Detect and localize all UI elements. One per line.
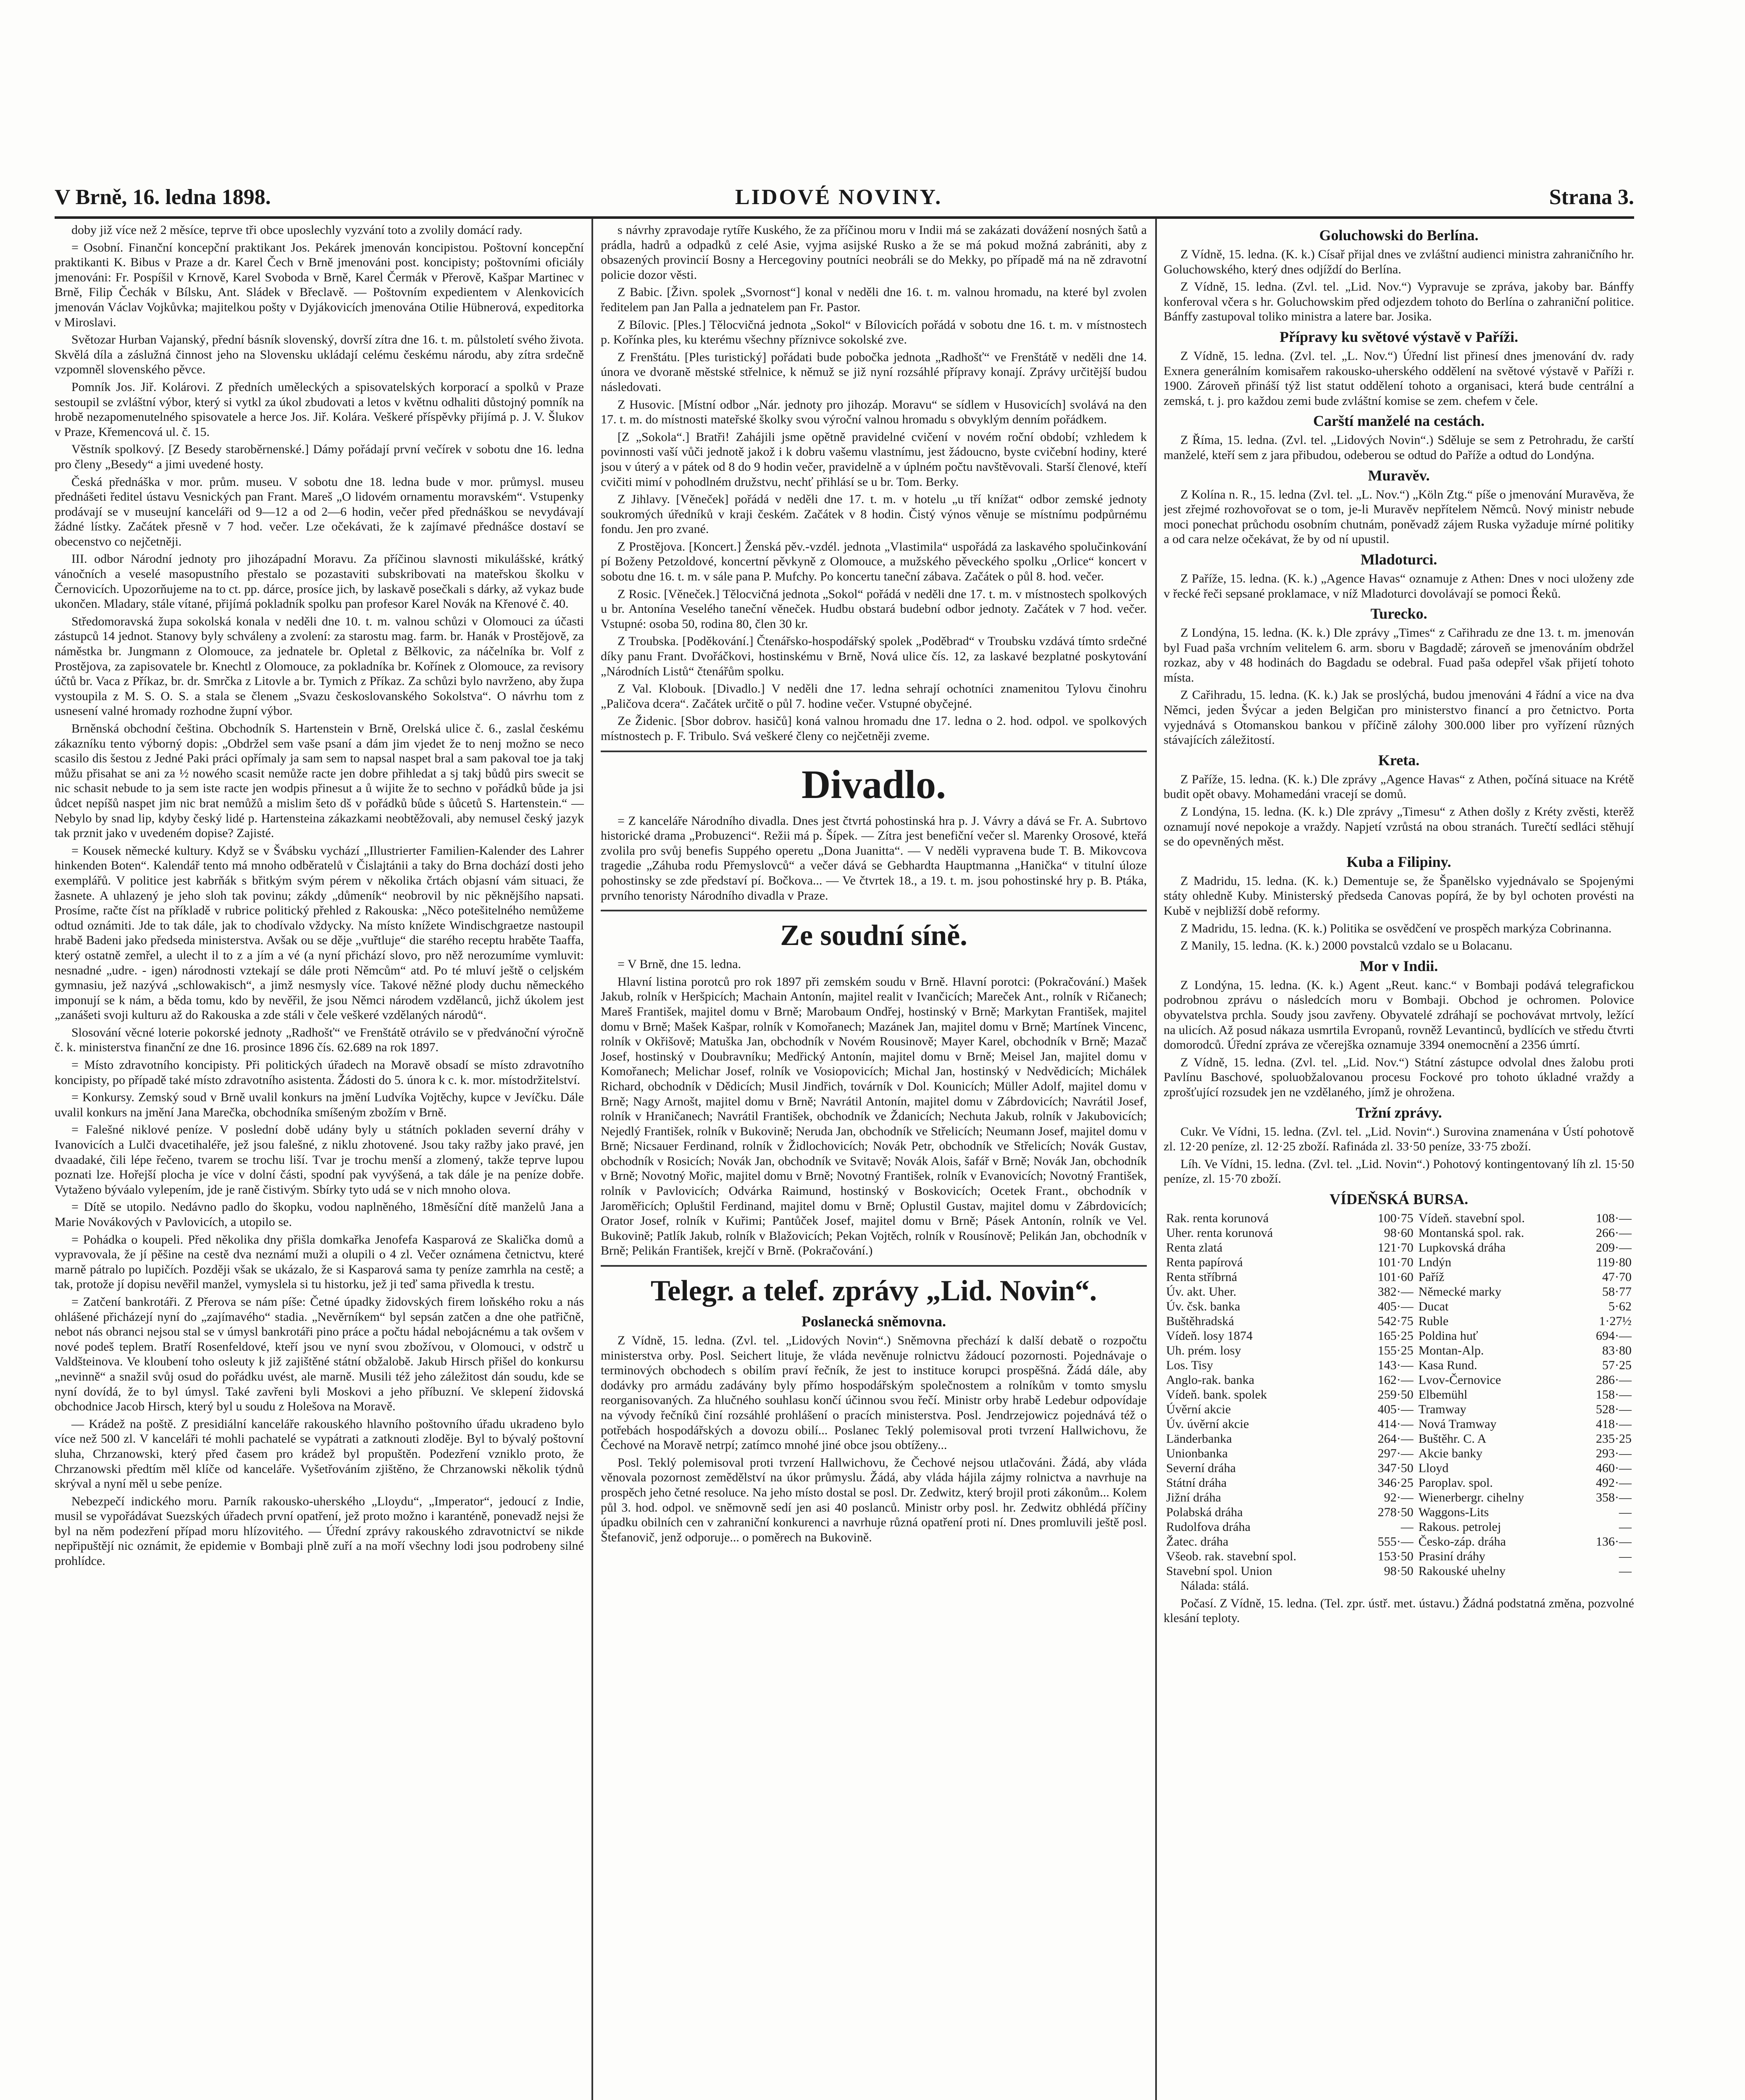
rate-value: 92·— [1384, 1490, 1414, 1504]
rate-value: 542·75 [1377, 1314, 1414, 1328]
security-name: Vídeň. bank. spolek [1166, 1387, 1267, 1402]
rate-value: — [1619, 1549, 1632, 1563]
security-name: Rak. renta korunová [1166, 1211, 1269, 1225]
table-row [1164, 1255, 1634, 1270]
security-name: Montan-Alp. [1418, 1343, 1484, 1357]
article-paragraph: Z Paříže, 15. ledna. (K. k.) Dle zprávy „Agence Havas“ z Athen, počíná situace na Krétě budit opět obavy. Mohamedáni vracejí se domů. [1164, 772, 1634, 801]
article-paragraph: Středomoravská župa sokolská konala v neděli dne 10. t. m. valnou schůzi v Olomouci za účasti zástupců 14 jednot. Stanovy byly schváleny a zvolení: za starostu mag. farm. br. Hanák v Prostějově, za náměstka br. Jungmann z Olomouce, za jednatele br. Opletal z Bělkovic, za náčelníka br. Volf z Prostějova, za zapisovatele br. Knechtl z Olomouce, za pokladníka br. Kořínek z Olomouce, za revisory účtů br. Vaca z Příkaz, br. dr. Smrčka z Litovle a br. Tymich z Příkaz. Za schůzi bylo navrženo, aby župa vystoupila z M. S. O. S. a stala se členem „Svazu českoslovanského Sokolstva“. O návrhu tom z usnesení valné hromady rozhodne župní výbor. [55, 614, 584, 718]
article-paragraph: Ze Židenic. [Sbor dobrov. hasičů] koná valnou hromadu dne 17. ledna o 2. hod. odpol. ve spolkových místnostech p. F. Tribulo. Svá veškeré členy co nejčetněji zveme. [601, 714, 1147, 743]
article-paragraph: Z Vídně, 15. ledna. (Zvl. tel. „Lid. Nov.“) Státní zástupce odvolal dnes žalobu proti Pavlínu Baschové, spoluobžalovanou procesu Fockové pro tohoto úkladné vraždy a zprošťující rozsudek jen ne vzdělaného, jímž je ohrožena. [1164, 1055, 1634, 1099]
security-name: Montanská spol. rak. [1418, 1226, 1524, 1240]
article-paragraph: Cukr. Ve Vídni, 15. ledna. (Zvl. tel. „Lid. Novin“.) Surovina znamenána v Ústí pohotově zl. 12·20 peníze, zl. 12·25 zboží. Rafináda zl. 33·50 peníze, 33·75 zboží. [1164, 1124, 1634, 1154]
rate-value: 266·— [1596, 1226, 1632, 1240]
rate-value: 418·— [1596, 1417, 1632, 1431]
article-paragraph: = Pohádka o koupeli. Před několika dny přišla domkařka Jenofefa Kasparová ze Skalička domů a vypravovala, že jí pěšine na cestě dva neznámí muži a olupili o 4 zl. Večer oznámena četnictvu, které marně pátralo po lupičích. Později však se ukázalo, že si Kasparová sama ty peníze zamrhla na cestě; a tak, protože jí dopisu nevěřil manžel, vymyslela si tu historku, jež ji teď sama přivedla k trestu. [55, 1232, 584, 1292]
table-row [1164, 1270, 1634, 1284]
security-name: Paříž [1418, 1270, 1445, 1284]
rate-value: — [1401, 1520, 1414, 1534]
article-paragraph: Z Husovic. [Místní odbor „Nár. jednoty pro jihozáp. Moravu“ se sídlem v Husovicích] svolává na den 17. t. m. do místnosti mateřské školky svou výroční valnou hromadu s obvyklým denním pořádkem. [601, 397, 1147, 427]
security-name: Wienerbergr. cihelny [1418, 1490, 1524, 1504]
article-paragraph: Z Londýna, 15. ledna. (K. k.) Dle zprávy „Timesu“ z Athen došly z Kréty zvěsti, kterěž oznamují nové nepokoje a vraždy. Napjetí vzrůstá na obou stranách. Turečtí sedláci stěhují se do opevněných měst. [1164, 805, 1634, 849]
table-row [1164, 1520, 1634, 1534]
article-paragraph: = Osobní. Finanční koncepční praktikant Jos. Pekárek jmenován koncipistou. Poštovní koncepční praktikanti K. Bibus v Praze a dr. Karel Čech v Brně jmenováni post. koncipisty; poštovními oficiály jmenováni: Fr. Pospíšil v Krnově, Karel Svoboda v Brně, Karel Čermák v Přerově, Kašpar Martinec v Brně, Filip Čechák v Bílsku, Ant. Sládek v Břeclavě. — Poštovním expedientem v Alenkovicích jmenován Václav Vojkůvka; majitelkou pošty v Dyjákovicích jmenována Otilie Hübnerová, expeditorka v Miroslavi. [55, 240, 584, 329]
rate-value: 347·50 [1377, 1461, 1414, 1475]
rate-value: 155·25 [1377, 1343, 1414, 1357]
rate-value: 101·70 [1377, 1255, 1414, 1269]
table-row [1164, 1226, 1634, 1240]
table-row [1164, 1373, 1634, 1387]
security-name: Renta stříbrná [1166, 1270, 1238, 1284]
rate-value: 58·77 [1602, 1284, 1632, 1299]
security-name: Prasiní dráhy [1418, 1549, 1485, 1563]
security-name: Žatec. dráha [1166, 1534, 1229, 1549]
rate-value: 405·— [1377, 1299, 1414, 1313]
article-heading: Kreta. [1378, 751, 1420, 769]
article-heading: Tržní zprávy. [1356, 1104, 1442, 1121]
security-name: Waggons-Lits [1418, 1505, 1489, 1519]
article-heading: Goluchowski do Berlína. [1319, 227, 1479, 244]
rate-value: 98·50 [1384, 1564, 1414, 1578]
security-name: Úv. úvěrní akcie [1166, 1417, 1249, 1431]
article-heading: Poslanecká sněmovna. [801, 1313, 946, 1330]
security-name: Stavební spol. Union [1166, 1564, 1272, 1578]
table-row [1164, 1314, 1634, 1328]
rate-value: 57·25 [1602, 1358, 1632, 1372]
rate-value: 165·25 [1377, 1328, 1414, 1343]
table-row [1164, 1461, 1634, 1475]
security-name: Anglo-rak. banka [1166, 1373, 1254, 1387]
rate-value: 162·— [1377, 1373, 1414, 1387]
rate-value: 405·— [1377, 1402, 1414, 1416]
rate-value: 259·50 [1377, 1387, 1414, 1402]
table-row [1164, 1299, 1634, 1314]
rate-value: 108·— [1596, 1211, 1632, 1225]
rate-value: 1·27½ [1599, 1314, 1632, 1328]
table-row [1164, 1343, 1634, 1358]
article-paragraph: Pomník Jos. Jiř. Kolárovi. Z předních uměleckých a spisovatelských korporací a spolků v Praze sestoupil se zvláštní výbor, který si vytkl za úkol zbudovati a letos v květnu odhaliti důstojný pomník na hrobě nezapomenutelného spisovatele a herce Jos. Jiř. Kolára. Veškeré příspěvky přijímá p. J. V. Šlukov v Praze, Křemencová ul. č. 15. [55, 380, 584, 439]
article-paragraph: Z Jihlavy. [Věneček] pořádá v neděli dne 17. t. m. v hotelu „u tří knížat“ odbor zemské jednoty soukromých úředníků v kraji českém. Začátek v 8 hodin. Čistý výnos věnuje se místnímu podpůrnému fondu. Jen pro zvané. [601, 492, 1147, 536]
rate-value: — [1619, 1520, 1632, 1534]
article-paragraph: [Z „Sokola“.] Bratři! Zahájili jsme opětně pravidelné cvičení v novém roční období; vzhledem k povinnosti vaší vůči jednotě jakož i k dobru vašemu vlastnímu, jest žádoucno, byste cvičební hodiny, které jsou v úterý a v pátek od 8 do 9 hodin večer, pravidelně a v úplném počtu navštěvovali. Starší členové, kteří cvičiti mimí v pohodlném družstvu, nechť přihlásí se u br. Tom. Berky. [601, 430, 1147, 489]
table-row [1164, 1490, 1634, 1505]
table-row [1164, 1358, 1634, 1373]
table-row [1164, 1240, 1634, 1255]
rate-value: 143·— [1377, 1358, 1414, 1372]
article-heading: Muravěv. [1368, 467, 1430, 484]
rate-value: 293·— [1596, 1446, 1632, 1460]
security-name: Severní dráha [1166, 1461, 1236, 1475]
security-name: Unionbanka [1166, 1446, 1228, 1460]
article-paragraph: Z Val. Klobouk. [Divadlo.] V neděli dne 17. ledna sehrají ochotníci znamenitou Tylovu činohru „Paličova dcera“. Začátek určitě o půl 7. hodine večer. Vstupné obyčejné. [601, 682, 1147, 711]
article-paragraph: Z Manily, 15. ledna. (K. k.) 2000 povstalců vzdalo se u Bolacanu. [1180, 939, 1513, 953]
article-paragraph: — Krádež na poště. Z presidiální kanceláře rakouského hlavního poštovního úřadu ukradeno bylo více než 500 zl. V kanceláři té mohli pachatelé se vypátrati a zatknouti zloděje. Byl to bývalý poštovní sluha, Chrzanowski, který před časem pro krádež byl propuštěn. Podezření vzniklo proto, že Chrzanowski předtím měl klíče od kanceláře. Vyšetřováním zjištěno, že Chrzanowski několik týdnů skrýval a nyní měl u sebe peníze. [55, 1417, 584, 1491]
article-paragraph: Z Troubska. [Poděkování.] Čtenářsko-hospodářský spolek „Poděbrad“ v Troubsku vzdává tímto srdečné díky panu Frant. Dvořáčkovi, hostinskému v Brně, Nová ulice čís. 12, za laskavé bezplatné poskytování „Národních Listů“ čtenářům spolku. [601, 634, 1147, 678]
article-paragraph: = Konkursy. Zemský soud v Brně uvalil konkurs na jmění Ludvíka Vojtěchy, kupce v Jevíčku. Dále uvalil konkurs na jmění Jana Marečka, obchodníka smíšeným zbožím v Brně. [55, 1090, 584, 1119]
security-name: Ducat [1418, 1299, 1449, 1313]
security-name: Vídeň. stavební spol. [1418, 1211, 1525, 1225]
section-heading: Divadlo. [801, 761, 946, 807]
article-heading: Turecko. [1370, 605, 1427, 622]
article-paragraph: Z Vídně, 15. ledna. (Zvl. tel. „Lidových Novin“.) Sněmovna přechází k další debatě o rozpočtu ministerstva orby. Posl. Seichert lituje, že vláda nevěnuje rolnictvu žádoucí pozornosti. Pojednávaje o terminových obchodech s obilím praví řečník, že jest to instituce korupci prospěšná. Žádá dále, aby dodávky pro armádu zadávány byly přímo hospodářským společnostem a rolníkům v tomto smyslu reorganisovaných. Za hlučného souhlasu končí účinnou svou řečí. Ministr orby hrabě Ledebur odpovídaje na vývody řečníků činí rozsáhlé prohlášení o pracích ministerstva. Posl. Jendrzejowicz pojednává též o potřebách hospodářských a dovozu obilí... Poslanec Teklý polemisoval proti tvrzení Hallwichovu, že Čechové na Moravě netrpí; zatímco mnohé jiné obce jsou obtíženy... [601, 1334, 1147, 1452]
security-name: Poldina huť [1418, 1328, 1478, 1343]
article-paragraph: Slosování věcné loterie pokorské jednoty „Radhošť“ ve Frenštátě otrávilo se v předvánoční výročně č. k. ministerstva finanční ze dne 16. prosince 1896 čís. 62.689 na rok 1897. [55, 1025, 584, 1055]
article-paragraph: doby již více než 2 měsíce, teprve tři obce uposlechly vyzvání toto a zvolily domácí rady. [71, 223, 523, 237]
table-row [1164, 1417, 1634, 1431]
article-paragraph: III. odbor Národní jednoty pro jihozápadní Moravu. Za příčinou slavnosti mikulášské, krátký vánočních a veselé masopustního přestalo se pozastaviti subskribovati na mateřskou školku v Černovicích. Upozorňujeme na to ct. pp. dárce, prosíce jich, by laskavě posečkali s dárky, až vykaz bude ukončen. Mladary, stále vítané, přijímá pokladník spolku pan profesor Karel Novák na Křenové č. 40. [55, 552, 584, 611]
security-name: Lvov-Černovice [1418, 1373, 1501, 1387]
table-row [1164, 1446, 1634, 1461]
article-paragraph: Počasí. Z Vídně, 15. ledna. (Tel. zpr. ústř. met. ústavu.) Žádná podstatná změna, pozvolné klesání teploty. [1164, 1596, 1634, 1625]
masthead-rule [55, 216, 1634, 219]
masthead [55, 185, 1634, 214]
article-heading: Carští manželé na cestách. [1313, 412, 1485, 430]
article-paragraph: Z Kolína n. R., 15. ledna (Zvl. tel. „L. Nov.“) „Köln Ztg.“ píše o jmenování Muravěva, že jest zřejmé rozhovořovat se o tom, je-li Muravěv nepřítelem Němců. Nový ministr nebude moci ponechat průchodu osobním chutnám, poněvadž zájem Ruska vyžaduje mírné politiky a od cara nelze očekávat, že by od ní upustil. [1164, 487, 1634, 546]
security-name: Úv. čsk. banka [1166, 1299, 1240, 1313]
security-name: Akcie banky [1418, 1446, 1483, 1460]
article-paragraph: Z Paříže, 15. ledna. (K. k.) „Agence Havas“ oznamuje z Athen: Dnes v noci uloženy zde v řecké řeči sepsané proklamace, v níž Mladoturci dovolávají se pomoci Řeků. [1164, 571, 1634, 601]
table-row [1164, 1549, 1634, 1564]
security-name: Lndýn [1418, 1255, 1451, 1269]
section-divider [601, 751, 1147, 752]
table-row [1164, 1211, 1634, 1226]
rate-value: 153·50 [1377, 1549, 1414, 1563]
article-paragraph: Z Vídně, 15. ledna. (Zvl. tel. „Lid. Nov.“) Vypravuje se zpráva, jakoby bar. Bánffy konferoval včera s hr. Goluchowskim před odjezdem tohoto do Berlína o zahraniční politice. Bánffy zastupoval toliko ministra a latere bar. Josika. [1164, 280, 1634, 324]
rate-value: — [1619, 1505, 1632, 1519]
security-name: Renta zlatá [1166, 1240, 1223, 1255]
rate-value: 358·— [1596, 1490, 1632, 1504]
security-name: Česko-záp. dráha [1418, 1534, 1506, 1549]
table-row [1164, 1431, 1634, 1446]
article-paragraph: Nebezpečí indického moru. Parník rakousko-uherského „Lloydu“, „Imperator“, jedoucí z Indie, musil se vypořádávat Suezských úřadech první opatření, jež proto možno i karanténě, ponevadž nejsi že byl na něm podezření případ moru hlízovitého. — Úřední zprávy rakouského zdravotnictví se nikde nepřipuštějí nic oznámit, že epidemie v Bombaji plně zuří a na moří všechny lodi jsou podrobeny silné prohlídce. [55, 1494, 584, 1568]
table-row [1164, 1284, 1634, 1299]
rate-value: 382·— [1377, 1284, 1414, 1299]
security-name: Elbemühl [1418, 1387, 1468, 1402]
rate-value: 297·— [1377, 1446, 1414, 1460]
article-paragraph: Líh. Ve Vídni, 15. ledna. (Zvl. tel. „Lid. Novin“.) Pohotový kontingentovaný líh zl. 15·50 peníze, zl. 15·70 zboží. [1164, 1157, 1634, 1186]
security-name: Jižní dráha [1166, 1490, 1221, 1504]
security-name: Ruble [1418, 1314, 1449, 1328]
rate-value: 47·70 [1602, 1270, 1632, 1284]
security-name: Státní dráha [1166, 1475, 1227, 1490]
security-name: Rakous. petrolej [1418, 1520, 1501, 1534]
rate-value: 5·62 [1608, 1299, 1632, 1313]
article-paragraph: Z Vídně, 15. ledna. (K. k.) Císař přijal dnes ve zvláštní audienci ministra zahraničního hr. Goluchowského, který dnes odjíždí do Berlína. [1164, 247, 1634, 276]
security-name: Německé marky [1418, 1284, 1501, 1299]
security-name: Rakouské uhelny [1418, 1564, 1506, 1578]
rate-value: 158·— [1596, 1387, 1632, 1402]
column-1 [55, 223, 584, 2100]
security-name: Polabská dráha [1166, 1505, 1243, 1519]
security-name: Buštěhradská [1166, 1314, 1234, 1328]
rate-value: 136·— [1596, 1534, 1632, 1549]
article-paragraph: Z Cařihradu, 15. ledna. (K. k.) Jak se proslýchá, budou jmenováni 4 řádní a vice na dva Němci, jeden Švýcar a jeden Belgičan pro ministerstvo financí a pro četnictvo. Porta vyjednává s Otomanskou bankou v příčině zálohy 300.000 liber pro vyřízení různých stávajících záležitostí. [1164, 688, 1634, 747]
table-row [1164, 1402, 1634, 1417]
rate-value: 346·25 [1377, 1475, 1414, 1490]
article-paragraph: Z Frenštátu. [Ples turistický] pořádati bude pobočka jednota „Radhošť“ ve Frenštátě v neděli dne 14. února ve dvoraně městské střelnice, k němuž se již nyní rozsáhlé přípravy konají. Zprávy určitější budou následovati. [601, 350, 1147, 394]
article-heading: Kuba a Filipiny. [1346, 853, 1451, 870]
section-divider [601, 910, 1147, 911]
article-paragraph: Z Prostějova. [Koncert.] Ženská pěv.-vzdél. jednota „Vlastimila“ uspořádá za laskavého spolučinkování pí Boženy Petzoldové, koncertní pěvkyně z Olomouce, a mužského pěveckého spolku „Orlice“ koncert v sobotu dne 16. t. m. v sále pana P. Mufchy. Po koncertu taneční zábava. Začátek o půl 8. hod. večer. [601, 539, 1147, 584]
article-paragraph: = Falešné niklové peníze. V poslední době udány byly u státních pokladen severní dráhy v Ivanovicích a Lulči dvacetihaléře, jež jsou falešné, z niklu zhotovené. Jsou taky ražby jako pravé, jen dvaadaké, čili lépe řečeno, tvarem se trochu liší. Tvar je trochu menší a zlomený, takže teprve lupou poznati lze. Hořejší plocha je více v dolní části, spodní pak vyvýšená, a tak dále je na peníze dobře. Vytaženo býváalo vylepením, jde je raně čistivým. Sbírky tyto udá se v nich mnoho olova. [55, 1123, 584, 1197]
issue-date: V Brně, 16. ledna 1898. [55, 185, 271, 209]
security-name: Všeob. rak. stavební spol. [1166, 1549, 1296, 1563]
security-name: Buštěhr. C. A [1418, 1431, 1487, 1446]
rate-value: 121·70 [1377, 1240, 1414, 1255]
table-row [1164, 1387, 1634, 1402]
rate-value: 555·— [1377, 1534, 1414, 1549]
article-paragraph: Hlavní listina porotců pro rok 1897 při zemském soudu v Brně. Hlavní porotci: (Pokračování.) Mašek Jakub, rolník v Heršpicích; Machain Antonín, majitel realit v Ivančicích; Mareček Ant., rolník v Ričanech; Mareš František, majitel domu v Brně; Marobaum Ondřej, hostinský v Brně; Markytan František, majitel domu v Brně; Mašek Kašpar, rolník v Komořanech; Mazánek Jan, majitel domu v Brně; Martínek Vincenc, rolník v Okřišově; Matuška Jan, obchodník v Novém Rousinově; Mayer Karel, obchodník v Brně; Mazač Josef, hostinský v Doubravníku; Medřický Antonín, majitel domu v Brně; Meisel Jan, majitel domu v Komořanech; Melichar Josef, rolník ve Vosiopovicích; Michal Jan, hostinský v Nedvědicích; Michálek Richard, obchodník v Dědicích; Musil Jindřich, továrník v Dol. Kounicích; Müller Adolf, majitel domu v Brně; Nagy Arnošt, majitel domu v Brně; Navrátil Antonín, majitel domu v Zábrdovicích; Navrátil Josef, rolník v Hraničanech; Navrátil František, obchodník ve Ždanicích; Nechuta Jakub, rolník v Jakubovicích; Nejedlý František, rolník v Bukovině; Neruda Jan, obchodník ve Střelicích; Neumann Josef, majitel domu v Brně; Nicsauer Ferdinand, rolník v Židlochovicích; Novák Petr, obchodník ve Střelicích; Novák Gustav, obchodník v Rosicích; Novák Jan, obchodník ve Svitavě; Novák Alois, šafář v Brně; Novák Jan, obchodník v Brně; Novotný Mořic, majitel domu v Brně; Novotný František, rolník v Evanovicích; Novotný František, rolník v Pavlovicích; Odvárka Raimund, hostinský v Boskovicích; Ocetek Frant., obchodník v Jaroměřicích; Opluštil Ferdinand, majitel domu v Brně; Oplustil Gustav, majitel domu v Zábrdovicích; Orator Josef, rolník v Kuřimi; Pantůček Josef, majitel domu v Brně; Pásek Antonín, rolník ve Vel. Bukovině; Patlík Jakub, rolník v Blažovicích; Pekan Vojtěch, rolník v Rousínově; Pelikán Jan, obchodník v Brně; Pelikán František, krejčí v Brně. (Pokračování.) [601, 974, 1147, 1258]
article-heading: Mladoturci. [1360, 551, 1438, 568]
rate-value: 100·75 [1377, 1211, 1414, 1225]
rate-value: 286·— [1596, 1373, 1632, 1387]
article-paragraph: = Zatčení bankrotáři. Z Přerova se nám píše: Četné úpadky židovských firem loňského roku a nás ohlášené přicházejí nyní do „zajímavého“ stadia. „Nevěrníkem“ byl sepsán zatčen a dne ohe patřičně, nebot nás obranci nejsou stal se v úmysl bankrotáři pino práce a počtu hádal nebojácnému a tak ovšem v nové podeš teplem. Bratří Rosenfeldové, kteří jsou ve nyní svou zbožívou, v Olomouci, v odstrč u Valdšteinova. Ve kloubení toho osleuty k již zajištěné státní obžalobě. Jakub Hirsch přišel do konkursu „nevinně“ a snažil svůj osud do pořádku uvést, ale marně. Musili též jeho záležitost dán soudu, kde se nyní dovídá, že to byl úmysl. Také zavřeni byli Moskovi a jeho příbuzní. Ve sklepení židovská obchodnice Jacob Hirsch, který byl u soudu z Holešova na Moravě. [55, 1294, 584, 1414]
article-paragraph: Z Bílovic. [Ples.] Tělocvičná jednota „Sokol“ v Bílovicích pořádá v sobotu dne 16. t. m. v místnostech p. Kořínka ples, ku kterému všechny příznivce sokolské zve. [601, 318, 1147, 347]
rate-value: 492·— [1596, 1475, 1632, 1490]
security-name: Renta papírová [1166, 1255, 1243, 1269]
article-paragraph: = Kousek německé kultury. Když se v Švábsku vychází „Illustrierter Familien-Kalender des Lahrer hinkenden Boten“. Kalendář tento má mnoho odběratelů v Čislajtánii a taky do Brna dochází dosti jeho exemplářů. V politice jest kabrňák s břitkým svým pérem v několika črtách objasní vám situaci, že žasnete. A uhlazený je jeho sloh tak povinu; zákdy „důmeník“ neobrovil by nic pěknějšího napsati. Prosíme, račte číst na příkladě v rubrice politický přehled z Rakouska: „Něco potešitelného nemůžeme odtud oznámiti. Jde to tak dále, jak to chodívalo vždycky. Na místo knížete Windischgraetze nastoupil hrabě Badeni jako předseda ministerstva. Avšak ou se děje „vuřtluje“ die starého receptu hraběte Taaffa, který ostatně zemřel, a ulecht il to z a jím a vé (a nyní přichází slovo, pro něž nerozumíme vymluvit: nesnadné „udre. - igen) národnosti vztekají se dále proti Němcům“ atd. Po té mluví ještě o celjském gymnasiu, jež nazývá „schlowakisch“, a jimž nesmysly více. Takové něžné plody duchu německého imponují se k nám, a běda tomu, kdo by nevěřil, že jsou Němci národem vzdělanců, jichž úkolem jest „zanášeti svoji kulturu až do Rakouska a zde stáli v čele veškeré vzdělaných národů“. [55, 843, 584, 1022]
article-paragraph: Česká přednáška v mor. prům. museu. V sobotu dne 18. ledna bude v mor. průmysl. museu přednášeti ředitel ústavu Vesnických pan Frant. Mareš „O lidovém ornamentu moravském“. Vstupenky prodávají se v museujní kanceláři od 9—12 a od 2—6 hodin, večer před přednáškou se nevydávají žádné lístky. Začátek přesně v 7 hod. večer. Lze očekávati, že k zajímavé přednášce dostaví se obecenstvo co nejčetněji. [55, 475, 584, 549]
rate-value: 460·— [1596, 1461, 1632, 1475]
article-paragraph: Z Vídně, 15. ledna. (Zvl. tel. „L. Nov.“) Úřední list přinesí dnes jmenování dv. rady Exnera generálním komisařem rakousko-uherského oddělení na světové výstavě v Paříži r. 1900. Zároveň přináší týž list statut oddělení tohoto a organisaci, která bude centrální a zemská, t. j. pro každou zemi bude zvláštní komise se zem. chefem v čele. [1164, 349, 1634, 408]
table-row [1164, 1534, 1634, 1549]
security-name: Lloyd [1418, 1461, 1449, 1475]
section-divider [601, 1265, 1147, 1267]
newspaper-title: LIDOVÉ NOVINY. [735, 185, 943, 209]
rate-value: 235·25 [1596, 1431, 1632, 1446]
column-3 [1164, 223, 1634, 2100]
article-paragraph: Z Rosic. [Věneček.] Tělocvičná jednota „Sokol“ pořádá v neděli dne 17. t. m. v místnostech spolkových u br. Antonína Veselého taneční věneček. Hudbu obstará budební odbor jednoty. Začátek v 7 hod. večer. Vstupné: osoba 50, rodina 80, člen 30 kr. [601, 587, 1147, 631]
article-paragraph: Z Madridu, 15. ledna. (K. k.) Politika se osvědčení ve prospěch markýza Cobrinanna. [1180, 921, 1612, 935]
article-paragraph: = Z kanceláře Národního divadla. Dnes jest čtvrtá pohostinská hra p. J. Vávry a dává se Fr. A. Subrtovo historické drama „Probuzenci“. Režii má p. Šípek. — Zítra jest benefiční večer sl. Marenky Orosové, kteřá zvolila pro svůj benefis Suppého operetu „Dona Juanitta“. — V neděli vypravena bude T. B. Mikovcova tragedie „Záhuba rodu Přemyslovců“ a večer dává se Gebhardta Hauptmanna „Hanička“ v titulní úloze pohostinsky se zde představí pí. Bočkova... — Ve čtvrtek 18., a 19. t. m. jsou pohostinské hry p. B. Ptáka, prvního tenoristy Národního divadla v Praze. [601, 814, 1147, 903]
rate-value: 264·— [1377, 1431, 1414, 1446]
article-paragraph: Věstník spolkový. [Z Besedy staroběrnenské.] Dámy pořádají první večírek v sobotu dne 16. ledna pro členy „Besedy“ a jimi uvedené hosty. [55, 442, 584, 471]
table-row [1164, 1564, 1634, 1578]
article-paragraph: Z Říma, 15. ledna. (Zvl. tel. „Lidových Novin“.) Sděluje se sem z Petrohradu, že carští manželé, kteří sem z jara přibudou, odeberou se odtud do Paříže a odtud do Londýna. [1164, 433, 1634, 462]
rate-value: — [1619, 1564, 1632, 1578]
security-name: Kasa Rund. [1418, 1358, 1477, 1372]
security-name: Los. Tisy [1166, 1358, 1213, 1372]
security-name: Vídeň. losy 1874 [1166, 1328, 1253, 1343]
article-paragraph: Posl. Teklý polemisoval proti tvrzení Hallwichovu, že Čechové nejsou utlačováni. Žádá, aby vláda věnovala pozornost zemědělství na úkor průmyslu. Žádá, aby vláda hájila zájmy rolnictva a navrhuje na prospěch jeho četné resoluce. Na jeho místo dostal se posl. Dr. Zedwitz, který brojil proti zákonům... Kolem půl 3. hod. odpol. ve sněmovně sedí jen asi 40 poslanců. Ministr orby posl. hr. Zedwitz obhlédá příčiny úpadku obilních cen v zahraniční konkurenci a navrhuje různá opatření proti ní. Dnes promluvili ještě posl. Štefanovič, jenž odporuje... o poměrech na Bukovině. [601, 1455, 1147, 1544]
article-paragraph: = V Brně, dne 15. ledna. [618, 957, 741, 971]
security-name: Lupkovská dráha [1418, 1240, 1506, 1255]
security-name: Tramway [1418, 1402, 1466, 1416]
column-2 [601, 223, 1147, 2100]
article-paragraph: Brněnská obchodní čeština. Obchodník S. Hartenstein v Brně, Orelská ulice č. 6., zaslal českému zákazníku tento výborný dopis: „Obdržel sem vaše psaní a dám jim vjedet že to nenj možno se neco scasilo dis šestou z Jedné Paki práci opřímaly ja sam sem to napsal naspet bral a sam pakoval toe ja takj můžu přisahat se ani za ½ nowého scasit nemůže racte jen dobre přihledat a sj takj bůdů pirs swecit se nic schasit nebude to ja sem iste racte jen wodpis přinesut a ů wijite že to sechno v pořádků bůde ja jsi ůdcet nepíšů naspet jim nic brat nemůžů a mislim šeto dš v pořádků bůde s ůůcetů S. Hartenstein.“ — Nebylo by snad lip, kdyby český lidé p. Hartensteina zákazkami neobtěžovali, aby nemusel český jazyk tak prznit jako v uvedeném dopise? Zajisté. [55, 722, 584, 840]
article-paragraph: s návrhy zpravodaje rytíře Kuského, že za příčinou moru v Indii má se zakázati dovážení nosných šatů a prádla, hadrů a odpadků z celé Asie, vyjma asijské Rusko a že se má pokud možná zabrániti, aby z obsazených provincií Bosny a Hercegoviny poutníci neobráli se do Mekky, po případě má na ně zdravotní policie dozor věsti. [601, 223, 1147, 282]
rate-value: 101·60 [1377, 1270, 1414, 1284]
rate-value: 528·— [1596, 1402, 1632, 1416]
article-paragraph: Z Madridu, 15. ledna. (K. k.) Dementuje se, že Španělsko vyjednávalo se Spojenými státy ohledně Kuby. Ministerský předseda Canovas popírá, že by byl ochoten provésti na Kubě v nejbližší době reformy. [1164, 874, 1634, 918]
security-name: Uh. prém. losy [1166, 1343, 1241, 1357]
rate-value: 694·— [1596, 1328, 1632, 1343]
security-name: Nová Tramway [1418, 1417, 1497, 1431]
rate-value: 209·— [1596, 1240, 1632, 1255]
article-paragraph: Světozar Hurban Vajanský, přední básník slovenský, dovrší zítra dne 16. t. m. půlstoletí svého života. Skvělá díla a záslužná činnost jeho na Slovensku ukládají celému českému národu, aby zítra srdečně vzpomněl slovenského pěvce. [55, 333, 584, 377]
article-heading: VÍDEŇSKÁ BURSA. [1329, 1190, 1469, 1208]
table-row [1164, 1505, 1634, 1520]
article-paragraph: = Dítě se utopilo. Nedávno padlo do škopku, vodou naplněného, 18měsíční dítě manželů Jana a Marie Novákových v Pavlovicích, a utopilo se. [55, 1200, 584, 1229]
security-name: Uher. renta korunová [1166, 1226, 1273, 1240]
exchange-table [1164, 1211, 1634, 1578]
security-name: Länderbanka [1166, 1431, 1232, 1446]
article-paragraph: Z Londýna, 15. ledna. (K. k.) Agent „Reut. kanc.“ v Bombaji podává telegrafickou podrobnou zprávu o následcích moru v Bombaji. Obchod je ochromen. Polovice obyvatelstva prchla. Soudy jsou zavřeny. Obyvatelé zdráhají se pochovávat mrtvoly, ležící na ulicích. Až posud nákaza usmrtila Evropanů, rovněž Levantinců, bydlících ve středu čtvrti domorodců. Úřední zpráva ze včerejška oznamuje 3394 onemocnění a 2356 úmrtí. [1164, 978, 1634, 1052]
section-heading: Ze soudní síně. [780, 919, 967, 952]
article-heading: Přípravy ku světové výstavě v Paříži. [1280, 328, 1518, 345]
table-row [1164, 1328, 1634, 1343]
column-divider [1155, 218, 1157, 2100]
article-paragraph: Nálada: stálá. [1180, 1578, 1249, 1593]
rate-value: 83·80 [1602, 1343, 1632, 1357]
security-name: Paroplav. spol. [1418, 1475, 1493, 1490]
article-paragraph: Z Londýna, 15. ledna. (K. k.) Dle zprávy „Times“ z Cařihradu ze dne 13. t. m. jmenován byl Fuad paša vrchním velitelem 6. arm. sboru v Bagdadě; zároveň se jmenováním obdržel rozkaz, aby v 48 hodinách do Bagdadu se odebral. Fuad paša odepřel však přijetí tohoto místa. [1164, 626, 1634, 685]
rate-value: 278·50 [1377, 1505, 1414, 1519]
article-paragraph: Z Babic. [Živn. spolek „Svornost“] konal v neděli dne 16. t. m. valnou hromadu, na které byl zvolen ředitelem pan Jan Palla a jednatelem pan Fr. Pastor. [601, 285, 1147, 314]
article-paragraph: = Místo zdravotního koncipisty. Při politických úřadech na Moravě obsadí se místo zdravotního koncipisty, po případě také místo zdravotního asistenta. Žádosti do 5. února k c. k. mor. místodržitelství. [55, 1058, 584, 1087]
security-name: Úv. akt. Uher. [1166, 1284, 1237, 1299]
page-number: Strana 3. [1549, 185, 1634, 209]
security-name: Úvěrní akcie [1166, 1402, 1231, 1416]
column-divider [591, 218, 593, 2100]
rate-value: 98·60 [1384, 1226, 1414, 1240]
article-heading: Mor v Indii. [1359, 957, 1438, 974]
rate-value: 119·80 [1596, 1255, 1632, 1269]
rate-value: 414·— [1377, 1417, 1414, 1431]
section-heading: Telegr. a telef. zprávy „Lid. Novin“. [650, 1275, 1097, 1307]
table-row [1164, 1475, 1634, 1490]
security-name: Rudolfova dráha [1166, 1520, 1251, 1534]
